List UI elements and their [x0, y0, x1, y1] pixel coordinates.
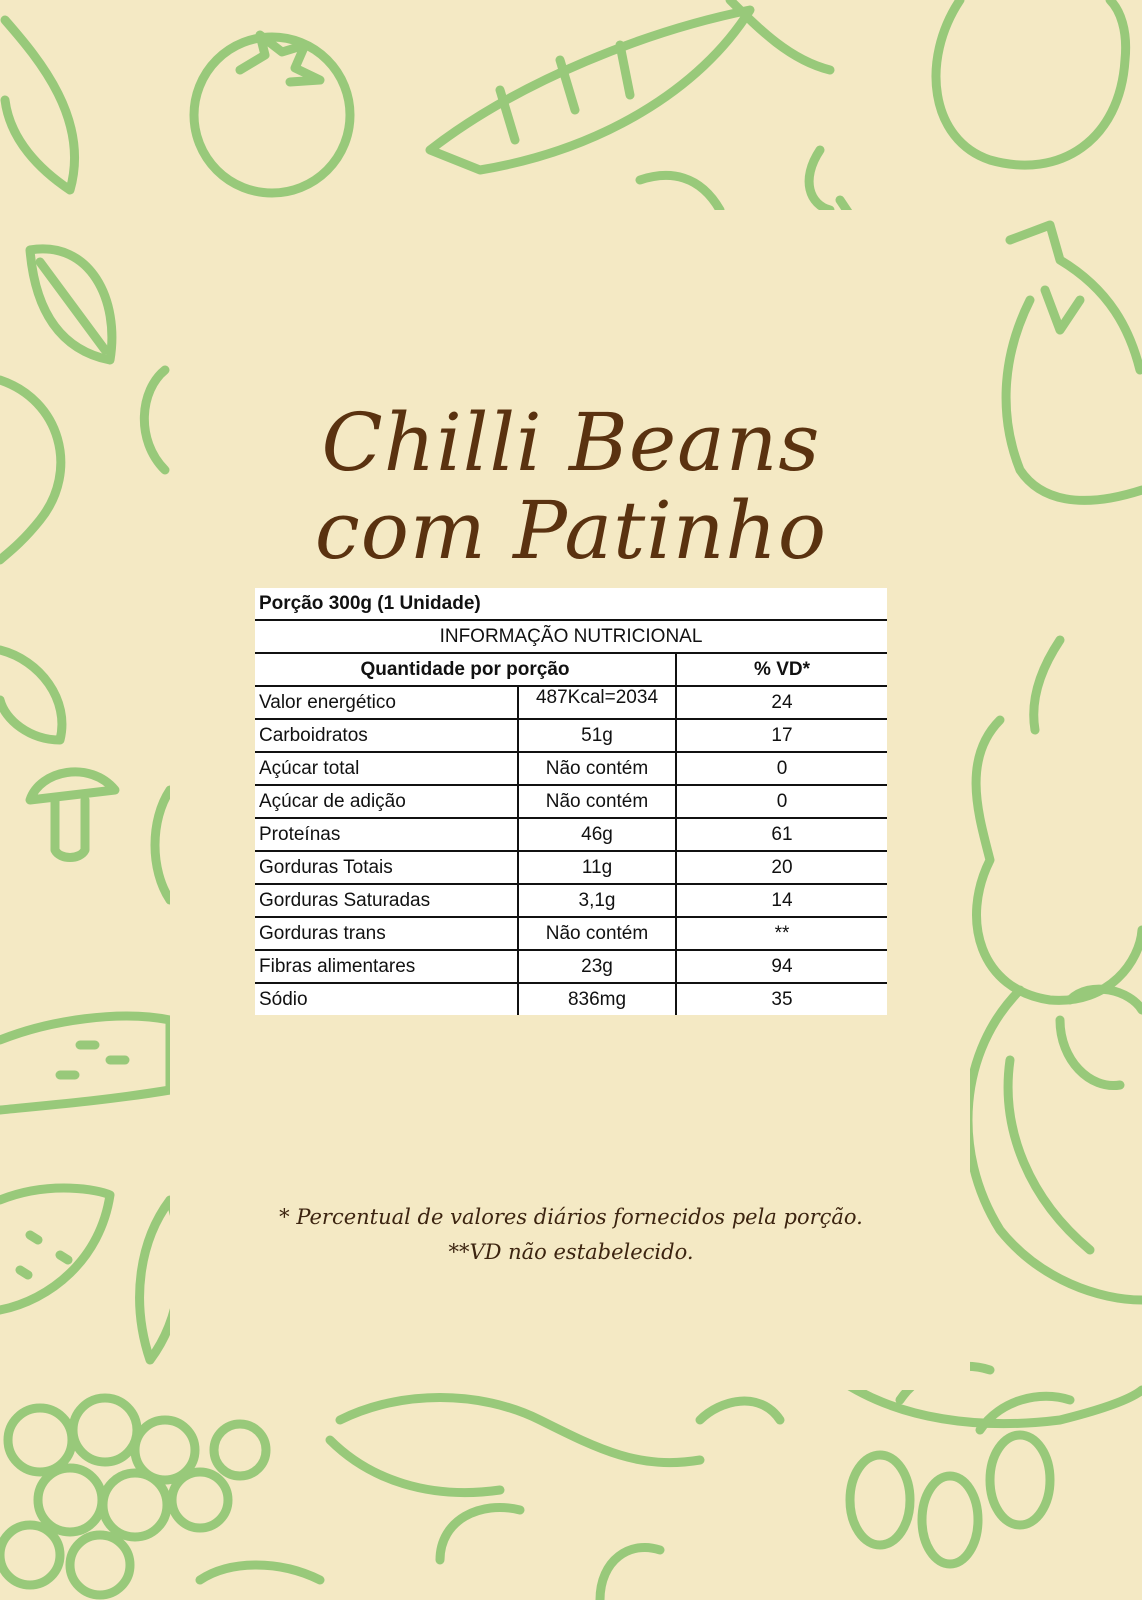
table-heading-row — [255, 620, 887, 653]
basil-leaf-icon — [30, 249, 112, 360]
nutrition-table — [255, 588, 887, 1015]
strawberry-icon — [1060, 989, 1142, 1085]
nutrient-amount: 11g — [518, 851, 676, 884]
nutrient-name: Açúcar de adição — [255, 785, 518, 818]
portion-row — [255, 588, 887, 620]
nutrient-amount: 3,1g — [518, 884, 676, 917]
pear-icon — [976, 640, 1142, 1000]
column-header-row — [255, 653, 887, 686]
tomato-icon — [194, 35, 350, 193]
nutrient-amount: 46g — [518, 818, 676, 851]
nutrient-amount: 51g — [518, 719, 676, 752]
nutrient-name: Proteínas — [255, 818, 518, 851]
footnote-vd-not-established: **VD não estabelecido. — [448, 1240, 694, 1264]
nutrient-name: Gorduras Totais — [255, 851, 518, 884]
nutrient-vd: 14 — [676, 884, 887, 917]
nutrient-name: Açúcar total — [255, 752, 518, 785]
footnote-vd-percent: * Percentual de valores diários fornecidos pela porção. — [279, 1205, 863, 1229]
table-row — [255, 983, 887, 1015]
nutrient-vd: 94 — [676, 950, 887, 983]
nutrient-name: Gorduras Saturadas — [255, 884, 518, 917]
nutrient-name: Sódio — [259, 988, 308, 1010]
nutrient-vd: 20 — [676, 851, 887, 884]
nutrient-amount: Não contém — [518, 917, 676, 950]
table-row — [255, 719, 887, 752]
nutrient-vd: 24 — [676, 686, 887, 719]
nutrient-vd: 35 — [676, 983, 887, 1015]
table-row — [255, 950, 887, 983]
nutrient-vd: 17 — [676, 719, 887, 752]
avocado-icon — [0, 650, 62, 740]
nutrient-name: Carboidratos — [255, 719, 518, 752]
leaf-icon — [5, 20, 75, 190]
table-row — [255, 818, 887, 851]
table-row — [255, 851, 887, 884]
olive-branch-icon — [840, 1366, 1142, 1564]
corn-icon — [330, 1398, 780, 1600]
product-title-line1: Chilli Beans — [321, 396, 821, 489]
nutrient-vd: 0 — [676, 752, 887, 785]
nutrient-vd: ** — [676, 917, 887, 950]
nutrient-amount: 487Kcal=2034 — [518, 686, 676, 719]
column-header-vd: % VD* — [676, 653, 887, 686]
product-title-line2: com Patinho — [314, 484, 828, 577]
nutrient-amount: Não contém — [518, 785, 676, 818]
nutrient-name: Fibras alimentares — [255, 950, 518, 983]
nutrient-name: Valor energético — [255, 686, 518, 719]
table-row — [255, 884, 887, 917]
nutrient-name: Gorduras trans — [255, 917, 518, 950]
carrot-icon — [430, 0, 830, 170]
table-row — [255, 686, 887, 719]
apple-icon — [936, 0, 1126, 165]
table-row — [255, 917, 887, 950]
nutrient-amount: Não contém — [518, 752, 676, 785]
table-row — [255, 752, 887, 785]
nutrient-vd: 61 — [676, 818, 887, 851]
table-row — [255, 785, 887, 818]
portion-label: Porção 300g (1 Unidade) — [255, 588, 887, 620]
leaf-icon — [640, 175, 720, 210]
nutrient-amount: 23g — [518, 950, 676, 983]
table-heading: INFORMAÇÃO NUTRICIONAL — [255, 620, 887, 653]
mushroom-icon — [30, 772, 115, 858]
nutrient-vd: 0 — [676, 785, 887, 818]
nutrient-amount: 836mg — [518, 983, 676, 1015]
zucchini-icon — [0, 1016, 170, 1110]
column-header-quantity: Quantidade por porção — [255, 653, 676, 686]
